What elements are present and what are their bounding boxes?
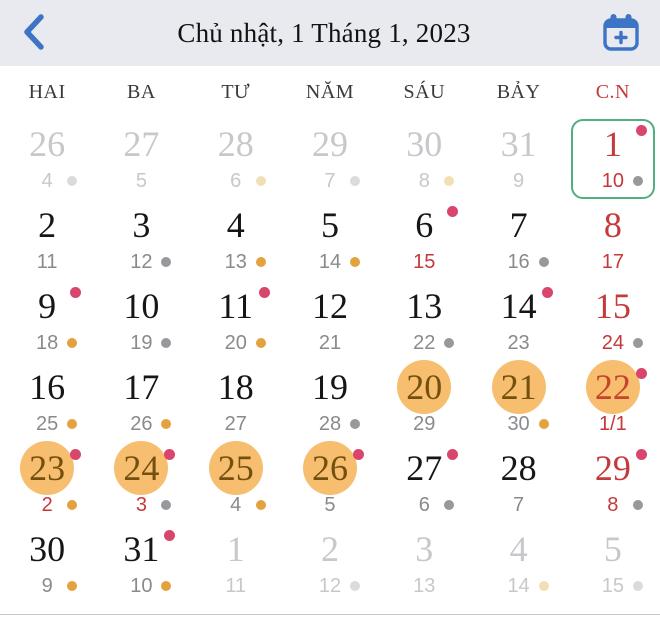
solar-date-line — [189, 122, 283, 166]
lunar-date-number: 20 — [224, 331, 247, 354]
lunar-date-number: 11 — [36, 250, 58, 273]
lunar-marker-dot — [633, 176, 643, 186]
lunar-date-number: 9 — [513, 169, 525, 192]
solar-date-number: 27 — [123, 124, 160, 164]
solar-date-line — [189, 284, 283, 328]
day-cell[interactable] — [283, 280, 377, 361]
day-cell[interactable] — [283, 199, 377, 280]
solar-date-line — [0, 365, 94, 409]
day-cell[interactable] — [0, 199, 94, 280]
lunar-date-line — [283, 247, 377, 277]
lunar-date-line — [566, 490, 660, 520]
day-cell[interactable] — [0, 442, 94, 523]
day-cell[interactable] — [566, 280, 660, 361]
day-cell[interactable] — [0, 523, 94, 604]
lunar-date-number: 11 — [225, 574, 247, 597]
weekday-header-row — [0, 66, 660, 118]
solar-date-line — [377, 446, 471, 490]
lunar-date-line — [189, 328, 283, 358]
lunar-date-number: 15 — [601, 574, 624, 597]
solar-date-number: 7 — [509, 205, 528, 245]
solar-date-number: 25 — [217, 448, 254, 488]
day-cell[interactable] — [377, 280, 471, 361]
day-cell[interactable] — [471, 199, 565, 280]
lunar-date-number: 4 — [230, 493, 242, 516]
solar-date-number: 27 — [406, 448, 443, 488]
lunar-date-line — [566, 571, 660, 601]
selected-day-cell[interactable] — [566, 118, 660, 199]
lunar-marker-dot — [161, 500, 171, 510]
lunar-marker-dot — [539, 257, 549, 267]
solar-date-number: 14 — [500, 286, 537, 326]
day-cell[interactable] — [94, 118, 188, 199]
back-button[interactable] — [16, 10, 50, 57]
solar-date-number: 10 — [123, 286, 160, 326]
lunar-date-line — [94, 247, 188, 277]
solar-date-line — [94, 284, 188, 328]
lunar-date-line — [189, 166, 283, 196]
lunar-date-line — [0, 247, 94, 277]
lunar-date-line — [471, 247, 565, 277]
event-dot — [164, 530, 175, 541]
weekday-label-wed: TƯ — [221, 80, 251, 103]
solar-date-line — [283, 365, 377, 409]
lunar-date-number: 28 — [318, 412, 342, 435]
solar-date-number: 11 — [218, 286, 254, 326]
lunar-marker-dot — [256, 176, 266, 186]
solar-date-number: 31 — [500, 124, 537, 164]
lunar-date-number: 18 — [36, 331, 59, 354]
lunar-date-line — [94, 409, 188, 439]
solar-date-line — [0, 284, 94, 328]
day-cell[interactable] — [566, 199, 660, 280]
day-cell[interactable] — [189, 118, 283, 199]
solar-date-number: 2 — [320, 529, 339, 569]
solar-date-number: 3 — [132, 205, 151, 245]
lunar-date-number: 12 — [130, 250, 153, 273]
event-dot — [636, 368, 647, 379]
lunar-date-number: 14 — [507, 574, 530, 597]
lunar-marker-dot — [67, 338, 77, 348]
day-cell[interactable] — [189, 199, 283, 280]
solar-date-line — [94, 527, 188, 571]
lunar-date-line — [566, 247, 660, 277]
solar-date-line — [94, 446, 188, 490]
solar-date-number: 1 — [226, 529, 245, 569]
solar-date-number: 2 — [38, 205, 57, 245]
lunar-date-line — [377, 490, 471, 520]
lunar-date-number: 12 — [318, 574, 342, 597]
lunar-date-number: 17 — [601, 250, 624, 273]
lunar-marker-dot — [350, 419, 360, 429]
solar-date-number: 28 — [217, 124, 254, 164]
solar-date-line — [283, 446, 377, 490]
day-cell[interactable] — [283, 442, 377, 523]
solar-date-line — [471, 527, 565, 571]
solar-date-number: 19 — [311, 367, 348, 407]
lunar-date-number: 21 — [318, 331, 342, 354]
lunar-marker-dot — [256, 338, 266, 348]
day-cell[interactable] — [471, 361, 565, 442]
lunar-marker-dot — [67, 419, 77, 429]
day-cell[interactable] — [377, 442, 471, 523]
weekday-label-mon: HAI — [28, 80, 66, 103]
solar-date-number: 29 — [594, 448, 631, 488]
solar-date-number: 26 — [311, 448, 348, 488]
solar-date-line — [189, 365, 283, 409]
weekday-label-fri: SÁU — [403, 80, 446, 103]
day-cell[interactable] — [94, 199, 188, 280]
solar-date-line — [94, 203, 188, 247]
lunar-marker-dot — [256, 257, 266, 267]
solar-date-line — [0, 446, 94, 490]
solar-date-number: 16 — [29, 367, 66, 407]
solar-date-line — [566, 284, 660, 328]
lunar-date-line — [189, 571, 283, 601]
lunar-date-line — [189, 409, 283, 439]
lunar-date-line — [566, 409, 660, 439]
solar-date-line — [0, 527, 94, 571]
lunar-marker-dot — [539, 581, 549, 591]
lunar-marker-dot — [350, 581, 360, 591]
lunar-date-number: 23 — [507, 331, 530, 354]
solar-date-line — [0, 122, 94, 166]
lunar-marker-dot — [350, 176, 360, 186]
solar-date-line — [94, 122, 188, 166]
weekday-label-sun: C.N — [595, 80, 630, 103]
day-cell[interactable] — [377, 361, 471, 442]
solar-date-number: 30 — [29, 529, 66, 569]
solar-date-line — [471, 284, 565, 328]
lunar-marker-dot — [633, 581, 643, 591]
day-cell[interactable] — [94, 280, 188, 361]
solar-date-number: 9 — [38, 286, 57, 326]
lunar-date-number: 7 — [324, 169, 336, 192]
solar-date-line — [471, 446, 565, 490]
day-cell[interactable] — [471, 280, 565, 361]
lunar-date-line — [283, 490, 377, 520]
page-title: Chủ nhật, 1 Tháng 1, 2023 — [177, 17, 471, 48]
day-cell[interactable] — [283, 523, 377, 604]
solar-date-number: 12 — [311, 286, 348, 326]
lunar-date-number: 14 — [318, 250, 342, 273]
day-cell[interactable] — [566, 523, 660, 604]
solar-date-number: 6 — [415, 205, 434, 245]
lunar-marker-dot — [67, 500, 77, 510]
lunar-date-line — [283, 571, 377, 601]
navigation-bar — [0, 0, 660, 66]
lunar-date-line — [377, 166, 471, 196]
lunar-date-line — [566, 166, 660, 196]
day-cell[interactable] — [471, 118, 565, 199]
solar-date-line — [471, 365, 565, 409]
lunar-date-number: 22 — [413, 331, 436, 354]
solar-date-number: 1 — [603, 124, 622, 164]
lunar-date-number: 2 — [41, 493, 53, 516]
lunar-date-number: 8 — [418, 169, 430, 192]
solar-date-number: 5 — [603, 529, 622, 569]
solar-date-line — [471, 203, 565, 247]
lunar-date-number: 7 — [513, 493, 525, 516]
day-cell[interactable] — [189, 442, 283, 523]
lunar-date-number: 16 — [507, 250, 530, 273]
lunar-date-line — [377, 409, 471, 439]
lunar-date-number: 9 — [41, 574, 53, 597]
solar-date-line — [377, 203, 471, 247]
day-cell[interactable] — [189, 280, 283, 361]
solar-date-line — [283, 284, 377, 328]
solar-date-line — [566, 203, 660, 247]
lunar-date-number: 4 — [41, 169, 53, 192]
solar-date-line — [189, 203, 283, 247]
lunar-date-line — [0, 328, 94, 358]
solar-date-line — [471, 122, 565, 166]
day-cell[interactable] — [189, 523, 283, 604]
solar-date-line — [566, 365, 660, 409]
solar-date-number: 8 — [603, 205, 622, 245]
day-cell[interactable] — [0, 361, 94, 442]
solar-date-number: 18 — [217, 367, 254, 407]
lunar-marker-dot — [256, 500, 266, 510]
event-dot — [447, 449, 458, 460]
solar-date-line — [283, 122, 377, 166]
lunar-date-line — [283, 328, 377, 358]
solar-date-number: 4 — [509, 529, 528, 569]
solar-date-line — [566, 122, 660, 166]
lunar-date-number: 27 — [224, 412, 247, 435]
lunar-date-number: 8 — [607, 493, 619, 516]
solar-date-number: 29 — [311, 124, 348, 164]
lunar-date-line — [377, 571, 471, 601]
day-cell[interactable] — [283, 118, 377, 199]
solar-date-line — [566, 446, 660, 490]
lunar-date-line — [94, 166, 188, 196]
lunar-date-number: 25 — [36, 412, 59, 435]
day-cell[interactable] — [0, 118, 94, 199]
solar-date-number: 28 — [500, 448, 537, 488]
lunar-date-line — [471, 490, 565, 520]
lunar-date-number: 1/1 — [598, 412, 627, 435]
lunar-marker-dot — [67, 176, 77, 186]
lunar-date-line — [283, 166, 377, 196]
event-dot — [542, 287, 553, 298]
lunar-date-line — [0, 166, 94, 196]
lunar-marker-dot — [161, 338, 171, 348]
lunar-date-line — [471, 571, 565, 601]
day-cell[interactable] — [0, 280, 94, 361]
day-cell[interactable] — [94, 523, 188, 604]
lunar-marker-dot — [444, 338, 454, 348]
solar-date-number: 17 — [123, 367, 160, 407]
solar-date-number: 21 — [500, 367, 537, 407]
solar-date-number: 5 — [320, 205, 339, 245]
event-dot — [447, 206, 458, 217]
day-cell[interactable] — [94, 442, 188, 523]
lunar-date-number: 6 — [418, 493, 430, 516]
solar-date-number: 4 — [226, 205, 245, 245]
solar-date-number: 23 — [29, 448, 66, 488]
solar-date-number: 26 — [29, 124, 66, 164]
solar-date-number: 22 — [594, 367, 631, 407]
lunar-date-line — [94, 328, 188, 358]
lunar-date-line — [189, 247, 283, 277]
event-dot — [353, 449, 364, 460]
solar-date-number: 20 — [406, 367, 443, 407]
day-cell[interactable] — [377, 118, 471, 199]
solar-date-line — [377, 284, 471, 328]
solar-date-number: 15 — [594, 286, 631, 326]
lunar-date-number: 6 — [230, 169, 242, 192]
lunar-date-line — [94, 490, 188, 520]
solar-date-line — [283, 527, 377, 571]
lunar-marker-dot — [350, 257, 360, 267]
calendar-add-icon — [600, 11, 642, 56]
solar-date-number: 30 — [406, 124, 443, 164]
solar-date-number: 13 — [406, 286, 443, 326]
lunar-date-line — [283, 409, 377, 439]
solar-date-line — [189, 527, 283, 571]
event-dot — [259, 287, 270, 298]
lunar-date-number: 26 — [130, 412, 153, 435]
weekday-label-thu: NĂM — [305, 80, 355, 103]
lunar-date-line — [94, 571, 188, 601]
lunar-date-number: 19 — [130, 331, 153, 354]
day-cell[interactable] — [377, 523, 471, 604]
solar-date-line — [0, 203, 94, 247]
day-cell[interactable] — [471, 442, 565, 523]
lunar-date-number: 10 — [130, 574, 153, 597]
lunar-date-line — [471, 328, 565, 358]
lunar-date-line — [189, 490, 283, 520]
day-cell[interactable] — [566, 361, 660, 442]
lunar-date-number: 10 — [601, 169, 624, 192]
day-cell[interactable] — [189, 361, 283, 442]
solar-date-line — [94, 365, 188, 409]
lunar-date-number: 15 — [413, 250, 436, 273]
day-cell[interactable] — [471, 523, 565, 604]
lunar-date-line — [471, 409, 565, 439]
solar-date-line — [377, 365, 471, 409]
chevron-left-icon — [22, 14, 44, 53]
day-cell[interactable] — [283, 361, 377, 442]
solar-date-number: 31 — [123, 529, 160, 569]
lunar-marker-dot — [161, 419, 171, 429]
weekday-label-tue: BA — [127, 80, 156, 103]
lunar-date-line — [566, 328, 660, 358]
lunar-date-number: 24 — [601, 331, 624, 354]
lunar-date-line — [0, 571, 94, 601]
lunar-date-line — [0, 409, 94, 439]
add-event-button[interactable] — [598, 9, 644, 58]
calendar-grid — [0, 118, 660, 604]
lunar-marker-dot — [161, 581, 171, 591]
lunar-date-number: 30 — [507, 412, 530, 435]
lunar-date-line — [471, 166, 565, 196]
lunar-date-number: 13 — [413, 574, 436, 597]
bottom-divider — [0, 614, 660, 615]
solar-date-line — [189, 446, 283, 490]
weekday-label-sat: BẢY — [496, 80, 541, 103]
lunar-date-number: 13 — [224, 250, 247, 273]
day-cell[interactable] — [377, 199, 471, 280]
solar-date-number: 3 — [415, 529, 434, 569]
lunar-date-line — [377, 328, 471, 358]
solar-date-line — [377, 527, 471, 571]
lunar-marker-dot — [161, 257, 171, 267]
day-cell[interactable] — [566, 442, 660, 523]
solar-date-line — [377, 122, 471, 166]
solar-date-line — [566, 527, 660, 571]
event-dot — [70, 449, 81, 460]
lunar-marker-dot — [539, 419, 549, 429]
lunar-date-line — [377, 247, 471, 277]
lunar-marker-dot — [633, 500, 643, 510]
day-cell[interactable] — [94, 361, 188, 442]
event-dot — [70, 287, 81, 298]
lunar-date-number: 29 — [413, 412, 436, 435]
solar-date-line — [283, 203, 377, 247]
lunar-marker-dot — [444, 176, 454, 186]
lunar-date-line — [0, 490, 94, 520]
lunar-marker-dot — [633, 338, 643, 348]
event-dot — [636, 449, 647, 460]
solar-date-number: 24 — [123, 448, 160, 488]
lunar-date-number: 5 — [324, 493, 336, 516]
event-dot — [636, 125, 647, 136]
lunar-marker-dot — [444, 500, 454, 510]
lunar-date-number: 5 — [135, 169, 147, 192]
event-dot — [164, 449, 175, 460]
lunar-date-number: 3 — [135, 493, 147, 516]
lunar-marker-dot — [67, 581, 77, 591]
